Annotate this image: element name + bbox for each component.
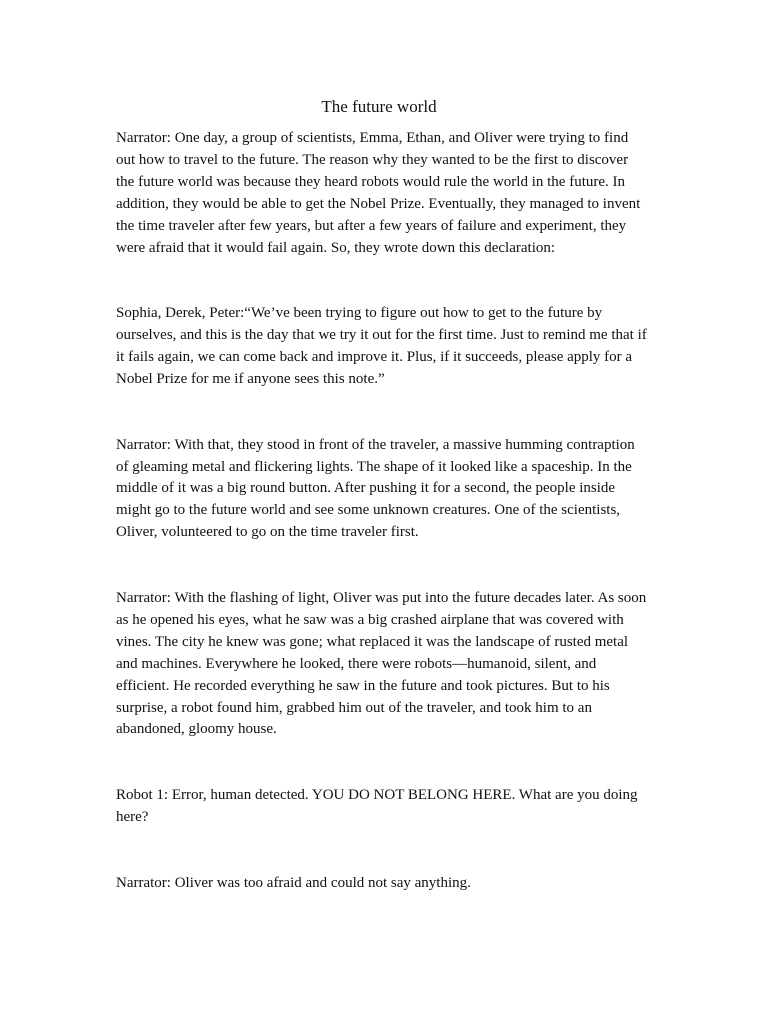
- paragraph-gap: [116, 829, 648, 873]
- paragraph-narrator-intro: Narrator: One day, a group of scientists, Emma, Ethan, and Oliver were trying to find out how to travel to the future. The reason why they wanted to be the first to discover the future world was because they heard robots would rule the world in the future. In addition, they would be able to get the Nobel Prize. Eventually, they managed to invent the time traveler after few years, but after a few years of failure and experiment, they were afraid that it would fail again. So, they wrote down this declaration:: [116, 130, 641, 256]
- paragraph-declaration: Sophia, Derek, Peter:“We’ve been trying to figure out how to get to the future by ourselves, and this is the day that we try it out for the first time. Just to remind me that if it fails again, we can come back and improve it. Plus, if it succeeds, please apply for a Nobel Prize for me if anyone sees this note.”: [116, 305, 647, 387]
- paragraph-gap: [116, 391, 648, 435]
- paragraph-gap: [116, 741, 648, 785]
- paragraph-narrator-afraid: Narrator: Oliver was too afraid and could not say anything.: [116, 874, 471, 891]
- paragraph-narrator-future: Narrator: With the flashing of light, Oliver was put into the future decades later. As soon as he opened his eyes, what he saw was a big crashed airplane that was covered with vines. The city he knew was gone; what replaced it was the landscape of rusted metal and machines. Everywhere he looked, there were robots—humanoid, silent, and efficient. He recorded everything he saw in the future and took pictures. But to his surprise, a robot found him, grabbed him out of the traveler, and took him to an abandoned, gloomy house.: [116, 589, 647, 738]
- paragraph-gap: [116, 259, 648, 303]
- document-body: [116, 128, 648, 895]
- document-title: The future world: [321, 97, 437, 116]
- paragraph-narrator-traveler: Narrator: With that, they stood in front of the traveler, a massive humming contraption of gleaming metal and flickering lights. The shape of it looked like a spaceship. In the middle of it was a big round button. After pushing it for a second, the people inside might go to the future world and see some unknown creatures. One of the scientists, Oliver, volunteered to go on the time traveler first.: [116, 436, 635, 541]
- paragraph-gap: [116, 544, 648, 588]
- paragraph-robot-dialogue: Robot 1: Error, human detected. YOU DO NOT BELONG HERE. What are you doing here?: [116, 787, 638, 826]
